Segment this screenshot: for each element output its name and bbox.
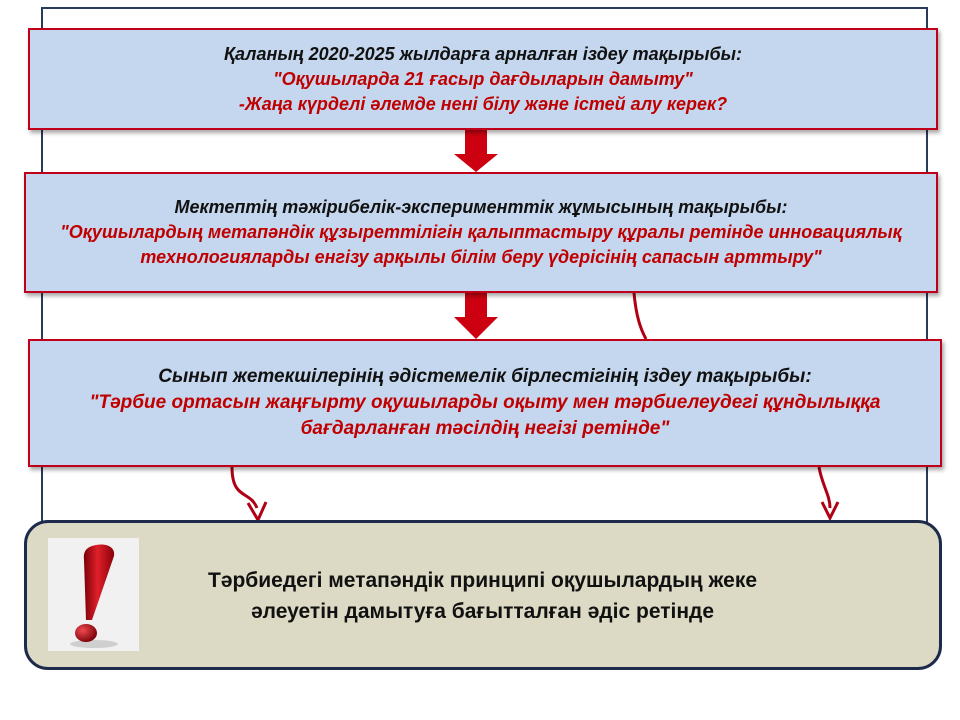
city-topic-line2: -Жаңа күрделі әлемде нені білу және істей алу керек? bbox=[238, 93, 728, 114]
curved-arrow-right bbox=[819, 467, 838, 518]
methodical-association-topic-box bbox=[28, 339, 942, 467]
conclusion-line2: әлеуетін дамытуға бағытталған әдіс ретінде bbox=[250, 600, 715, 623]
association-topic-heading: Сынып жетекшілерінің әдістемелік бірлестігінің іздеу тақырыбы: bbox=[158, 366, 812, 387]
down-arrow-2 bbox=[454, 293, 498, 339]
conclusion-line1: Тәрбиедегі метапәндік принципі оқушылардың жеке bbox=[207, 569, 758, 592]
curved-connector-mid bbox=[634, 293, 646, 339]
down-arrow-1 bbox=[454, 130, 498, 172]
association-topic-text: "Тәрбие ортасын жаңғырту оқушыларды оқыту мен тәрбиелеудегі құндылыққа бағдарланған тәсілдің негізі ретінде" bbox=[89, 392, 881, 439]
conclusion-text bbox=[150, 565, 815, 627]
curved-arrow-left bbox=[232, 467, 266, 520]
city-topic-heading: Қаланың 2020-2025 жылдарға арналған іздеу тақырыбы: bbox=[223, 43, 742, 64]
city-research-topic-box bbox=[28, 28, 938, 130]
city-topic-line1: "Оқушыларда 21 ғасыр дағдыларын дамыту" bbox=[273, 68, 693, 89]
exclamation-icon bbox=[48, 538, 139, 651]
school-topic-text: "Оқушылардың метапәндік құзыреттілігін қалыптастыру құралы ретінде инновациялық технологияларды енгізу арқылы білім беру үдерісінің сапасын арттыру" bbox=[60, 222, 902, 267]
school-experimental-topic-box bbox=[24, 172, 938, 293]
school-topic-heading: Мектептің тәжірибелік-эксперименттік жұмысының тақырыбы: bbox=[174, 197, 788, 217]
